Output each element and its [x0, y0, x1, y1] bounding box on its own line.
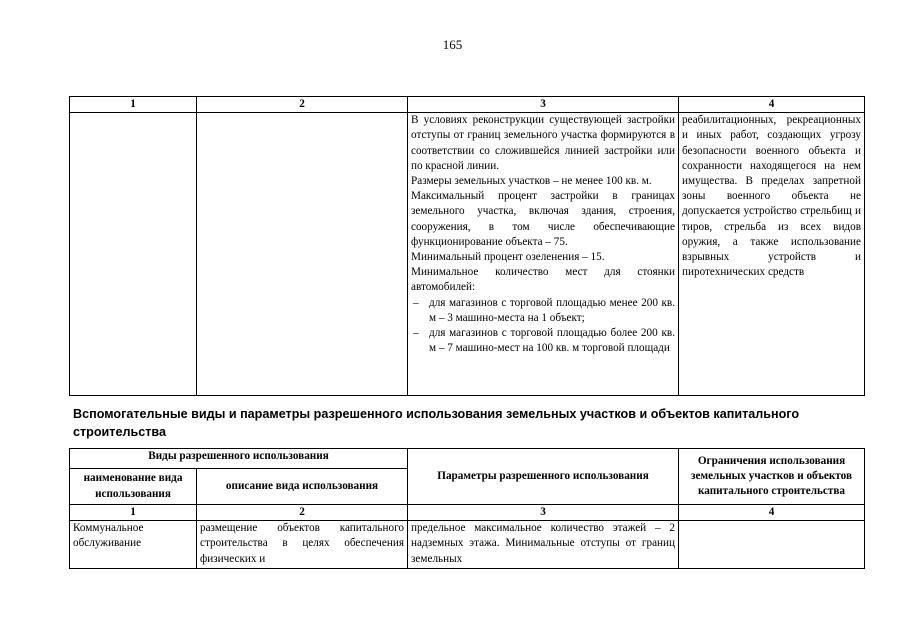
- header-use-types: Виды разрешенного использования: [70, 449, 408, 469]
- cell-restrictions: реабилитационных, рекреационных и иных работ, создающих угрозу безопасности военного объекта и сохранности находящегося на нем имущества. В пределах запретной зоны военного объекта не допускается устройство стрельбищ и тиров, стрельба из всех видов оружия, а также использование взрывных устройств и пиротехнических средств: [679, 113, 865, 396]
- header-row: [70, 449, 865, 469]
- col-number-2: 2: [197, 505, 408, 521]
- table-row: [70, 113, 865, 396]
- cell-restrictions: [679, 521, 865, 569]
- continuation-table: [69, 96, 865, 396]
- auxiliary-uses-table: [69, 448, 865, 569]
- column-number-row: [70, 505, 865, 521]
- header-use-name: наименование вида использования: [70, 469, 197, 505]
- cell-parameters: предельное максимальное количество этажей – 2 надземных этажа. Минимальные отступы от границ земельных: [408, 521, 679, 569]
- col-number-1: 1: [70, 505, 197, 521]
- param-greenery: Минимальный процент озеленения – 15.: [411, 251, 605, 264]
- col-number-4: 4: [679, 97, 865, 113]
- col-number-2: 2: [197, 97, 408, 113]
- param-plot-size: Размеры земельных участков – не менее 100 кв. м.: [411, 175, 652, 188]
- col-number-3: 3: [408, 505, 679, 521]
- cell-name: [70, 113, 197, 396]
- table-row: [70, 521, 865, 569]
- col-number-3: 3: [408, 97, 679, 113]
- list-item: – для магазинов с торговой площадью более 200 кв. м – 7 машино-мест на 100 кв. м торговой площади: [411, 326, 675, 356]
- col-number-4: 4: [679, 505, 865, 521]
- header-parameters: Параметры разрешенного использования: [408, 449, 679, 505]
- page-number: 165: [442, 37, 463, 52]
- header-use-description: описание вида использования: [197, 469, 408, 505]
- param-setbacks: В условиях реконструкции существующей застройки отступы от границ земельного участка формируются в соответствии со сложившейся линией застройки или по красной линии.: [411, 114, 675, 172]
- cell-name: Коммунальное обслуживание: [70, 521, 197, 569]
- cell-description: размещение объектов капитального строительства в целях обеспечения физических и: [197, 521, 408, 569]
- column-number-row: [70, 97, 865, 113]
- col-number-1: 1: [70, 97, 197, 113]
- cell-parameters: [408, 113, 679, 396]
- param-building-coverage: Максимальный процент застройки в границах земельного участка, включая здания, строения, сооружения, в том числе обеспечивающие функционирование объекта – 75.: [411, 190, 675, 248]
- parking-list: [411, 296, 675, 357]
- header-restrictions: Ограничения использования земельных участков и объектов капитального строительства: [679, 449, 865, 505]
- list-item: – для магазинов с торговой площадью менее 200 кв. м – 3 машино-места на 1 объект;: [411, 296, 675, 326]
- param-parking: Минимальное количество мест для стоянки автомобилей:: [411, 266, 675, 294]
- cell-description: [197, 113, 408, 396]
- section-heading: Вспомогательные виды и параметры разрешенного использования земельных участков и объектов капитального строительства: [73, 407, 800, 439]
